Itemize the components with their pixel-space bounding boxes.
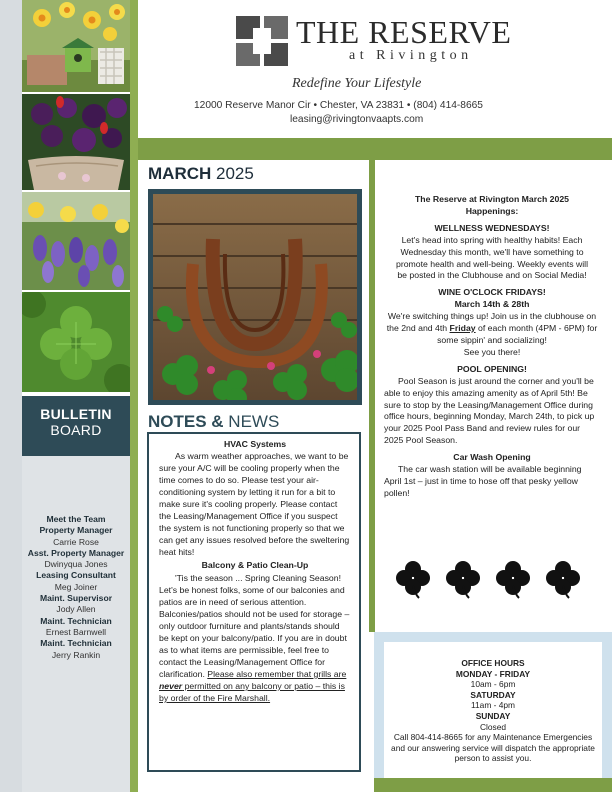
wine-text-block	[384, 311, 600, 347]
month-title	[148, 164, 254, 184]
emergency-text: Call 804-414-8665 for any Maintenance Emergencies and our answering service will dispatch the appropriate person to assist you.	[391, 732, 595, 764]
clover-row	[393, 558, 593, 600]
left-green-strip	[130, 0, 138, 792]
clover-icon	[446, 561, 480, 598]
office-hours-heading: OFFICE HOURS	[461, 658, 525, 668]
header-green-bar	[138, 138, 612, 160]
reserve-logo-icon	[236, 16, 288, 66]
team-role: Asst. Property Manager	[27, 547, 125, 558]
team-member-name: Jody Allen	[56, 604, 96, 615]
wine-text-1: We're switching things up! Join us in the clubhouse on the 2nd and 4th	[386, 311, 597, 334]
hvac-text: As warm weather approaches, we want to be sure your A/C will be cooling properly when the time comes to do so. Please test your air-conditioning system by letting it run for a bit to make sure it's cooling properly. Please contact the Leasing/Management Office if you suspect the system is not functioning properly so that we can get any issues resolved before the sweltering heat hits!	[159, 451, 350, 558]
team-panel	[22, 456, 130, 792]
highlights-title-bold: HIGH	[384, 169, 427, 188]
brand-subtitle: at Rivington	[349, 48, 473, 63]
wellness-text: Let's head into spring with healthy habits! Each Wednesday this month, we'll have something to promote health and well-being. Weekly events will be posted in the Clubhouse and on Social Media!	[395, 234, 589, 281]
wine-friday: Friday	[449, 323, 476, 334]
team-member-name: Meg Joiner	[54, 581, 98, 592]
team-role: Maint. Technician	[40, 638, 112, 649]
notes-news-title	[148, 412, 279, 432]
balcony-heading: Balcony & Patio Clean-Up	[201, 560, 309, 571]
wine-heading: WINE O'CLOCK FRIDAYS!	[438, 287, 546, 298]
balcony-text-block	[159, 572, 351, 705]
team-member-name: Carrie Rose	[53, 536, 99, 547]
saturday-label: SATURDAY	[470, 689, 516, 700]
grill-rule-part1: Please also remember that grills are	[207, 668, 347, 679]
weekday-label: MONDAY - FRIDAY	[455, 668, 531, 679]
horseshoe-photo-frame	[148, 189, 362, 405]
notes-news-box	[147, 432, 361, 772]
team-role: Maint. Supervisor	[39, 593, 113, 604]
wine-text-2: of each month (4PM - 6PM) for some sippin' and socializing!	[437, 323, 598, 345]
pool-heading: POOL OPENING!	[457, 363, 527, 374]
clover-icon	[546, 561, 580, 598]
highlights-body	[384, 194, 600, 500]
grill-rule-never: never	[159, 680, 183, 691]
sunday-label: SUNDAY	[475, 710, 511, 721]
car-wash-text: The car wash station will be available beginning April 1st – just in time to hose off that pesky yellow pollen!	[384, 464, 582, 498]
clover-icon	[396, 561, 430, 598]
highlights-title-rest: LIGHTS	[426, 169, 488, 188]
sunday-hours: Closed	[479, 721, 507, 732]
address-line: 12000 Reserve Manor Cir • Chester, VA 23831 • (804) 414-8665	[194, 100, 483, 111]
left-column	[0, 0, 140, 792]
bulletin-board-banner	[22, 396, 130, 456]
hvac-heading: HVAC Systems	[223, 439, 287, 449]
team-member-name: Ernest Barnwell	[45, 626, 107, 637]
horseshoe-clover-photo	[153, 194, 357, 400]
tagline: Redefine Your Lifestyle	[292, 76, 422, 91]
pansy-pot-photo	[22, 94, 130, 190]
footer-green-bar	[374, 778, 612, 792]
team-member-name: Dwinyqua Jones	[44, 559, 108, 570]
team-role: Property Manager	[39, 525, 113, 536]
notes-title-bold: NOTES &	[148, 412, 224, 431]
wellness-heading: WELLNESS WEDNESDAYS!	[434, 222, 550, 233]
team-heading: Meet the Team	[46, 514, 106, 524]
clover-icon	[496, 561, 530, 598]
team-role: Leasing Consultant	[36, 570, 116, 581]
wine-text-3: See you there!	[463, 346, 521, 357]
balcony-text: 'Tis the season ... Spring Cleaning Season! Let's be honest folks, some of our balconies and patios are in need of serious attention. Balconies/patios should not be used for storage – only outdoor furniture and plants/stands should be kept on your balcony/patio. If you are in doubt as to what items are permissible, feel free to contact the Leasing/Management Office for clarification.	[159, 572, 350, 679]
notes-title-rest: NEWS	[223, 412, 280, 431]
car-wash-heading: Car Wash Opening	[453, 452, 531, 463]
team-member-name: Jerry Rankin	[51, 649, 101, 660]
left-gray-strip	[0, 0, 22, 792]
team-role: Maint. Technician	[40, 615, 112, 626]
office-hours-panel	[374, 632, 612, 792]
clover-photo	[22, 292, 130, 392]
saturday-hours: 11am - 4pm	[470, 700, 516, 711]
column-divider	[369, 160, 375, 632]
highlights-title	[384, 169, 488, 189]
wine-dates: March 14th & 28th	[454, 299, 530, 310]
daffodil-birdhouse-photo	[22, 0, 130, 92]
board-label: BOARD	[50, 422, 102, 438]
pool-text: Pool Season is just around the corner and you'll be able to enjoy this amazing amenity as of April 5th! Be sure to stop by the Leasing/Management Office during office hours, beginning Monday, March 24th, to pick up your 2025 Pool Pass Band and review rules for our 2025 Pool Season.	[384, 375, 595, 446]
brand-name: THE RESERVE	[296, 14, 512, 50]
weekday-hours: 10am - 6pm	[470, 679, 516, 690]
highlights-intro: The Reserve at Rivington March 2025 Happenings:	[414, 194, 570, 216]
bulletin-label: BULLETIN	[40, 406, 112, 422]
month-year: 2025	[211, 164, 254, 183]
grill-rule-part2: permitted on any balcony or patio – this is by order of the Fire Marshall.	[159, 680, 345, 703]
email-link[interactable]: leasing@rivingtonvaapts.com	[290, 114, 424, 125]
month-name: MARCH	[148, 164, 212, 183]
crocus-daffodil-photo	[22, 192, 130, 290]
